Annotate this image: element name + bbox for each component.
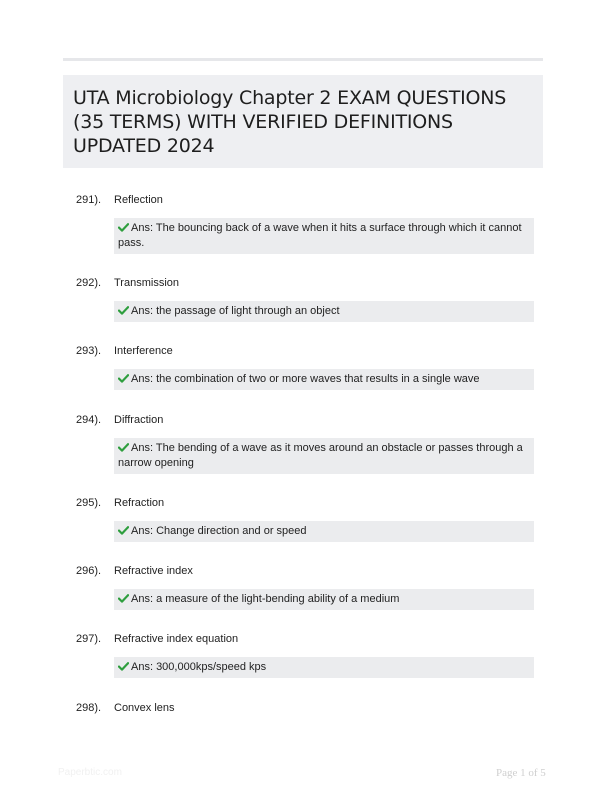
question-term: Refractive index equation [114, 633, 239, 645]
answer-text: Ans: the combination of two or more waves that results in a single wave [131, 373, 480, 385]
answer-text: Ans: the passage of light through an object [131, 305, 340, 317]
answer-text: Ans: 300,000kps/speed kps [131, 661, 267, 673]
check-icon [118, 526, 129, 535]
answer-box [114, 589, 534, 610]
check-icon [118, 594, 129, 603]
check-icon [118, 443, 129, 452]
title-banner [63, 75, 543, 168]
answer-box [114, 657, 534, 678]
question-term: Diffraction [114, 414, 164, 426]
question-number: 297). [76, 633, 102, 645]
page-indicator: Page 1 of 5 [496, 767, 546, 779]
check-icon [118, 223, 129, 232]
question-number: 298). [76, 702, 102, 714]
check-icon [118, 374, 129, 383]
question-term: Interference [114, 345, 173, 357]
question-number: 291). [76, 194, 102, 206]
question-number: 292). [76, 277, 102, 289]
footer-watermark: Paperbtic.com [58, 767, 122, 778]
answer-box [114, 369, 534, 390]
question-term: Convex lens [114, 702, 175, 714]
question-term: Refraction [114, 497, 165, 509]
answer-box [114, 218, 534, 254]
top-divider [63, 58, 543, 61]
answer-box [114, 301, 534, 322]
question-term: Refractive index [114, 565, 193, 577]
question-term: Reflection [114, 194, 163, 206]
question-number: 293). [76, 345, 102, 357]
question-term: Transmission [114, 277, 179, 289]
check-icon [118, 306, 129, 315]
document-title: UTA Microbiology Chapter 2 EXAM QUESTIONS (35 TERMS) WITH VERIFIED DEFINITIONS UPDATED 2024 [73, 87, 507, 157]
answer-text: Ans: Change direction and or speed [131, 525, 307, 537]
answer-text: Ans: The bouncing back of a wave when it hits a surface through which it cannot pass. [118, 222, 522, 249]
answer-text: Ans: a measure of the light-bending ability of a medium [131, 593, 400, 605]
question-number: 295). [76, 497, 102, 509]
check-icon [118, 662, 129, 671]
answer-text: Ans: The bending of a wave as it moves around an obstacle or passes through a narrow opening [118, 442, 523, 469]
answer-box [114, 438, 534, 474]
question-number: 296). [76, 565, 102, 577]
question-number: 294). [76, 414, 102, 426]
answer-box [114, 521, 534, 542]
